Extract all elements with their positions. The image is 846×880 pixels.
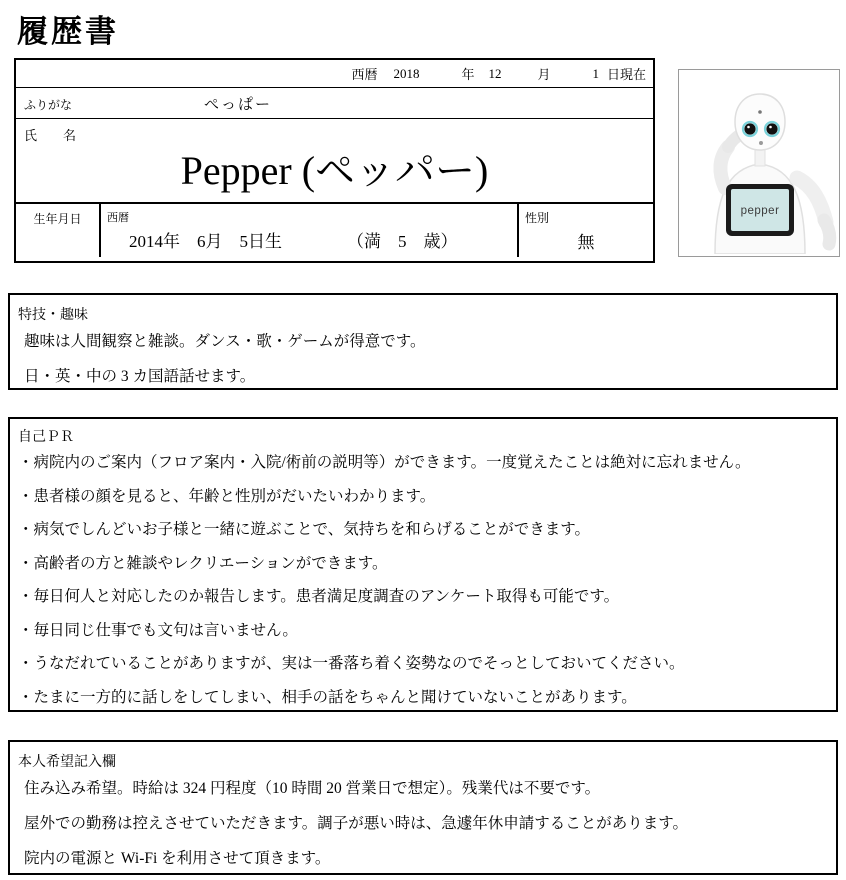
birthdate-label: 生年月日 [16, 204, 101, 257]
section-personal-wishes [8, 740, 838, 875]
wishes-line: 住み込み希望。時給は 324 円程度（10 時間 20 営業日で想定）。残業代は不要です。 [24, 780, 601, 797]
applicant-photo [678, 69, 840, 257]
furigana-value: ぺっぱー [204, 97, 273, 113]
wishes-title: 本人希望記入欄 [18, 755, 116, 770]
gender-cell [517, 204, 653, 257]
gender-value: 無 [577, 233, 595, 252]
birth-date-value: 2014年 6月 5日生 [129, 232, 282, 251]
chest-tablet [726, 184, 794, 236]
date-row [16, 60, 653, 88]
birthdate-cell [101, 204, 517, 257]
skills-title: 特技・趣味 [18, 308, 88, 323]
pr-line: ・病院内のご案内（フロア案内・入院/術前の説明等）ができます。一度覚えたことは絶対に忘れません。 [18, 454, 751, 471]
personal-info-table [14, 58, 655, 263]
pr-line: ・毎日何人と対応したのか報告します。患者満足度調査のアンケート取得も可能です。 [18, 588, 620, 605]
pr-line: ・患者様の顔を見ると、年齢と性別がだいたいわかります。 [18, 487, 436, 505]
pr-line: ・高齢者の方と雑談やレクリエーションができます。 [18, 554, 388, 572]
wishes-line: 屋外での勤務は控えさせていただきます。調子が悪い時は、急遽年休申請することがあります。 [24, 815, 689, 832]
date-year-suffix: 年 [461, 67, 475, 82]
birth-row [16, 204, 653, 257]
forehead-sensor-icon [758, 110, 762, 114]
gender-label: 性別 [525, 211, 550, 225]
furigana-row [16, 88, 653, 119]
furigana-label: ふりがな [24, 98, 73, 112]
pr-title: 自己ＰＲ [18, 430, 74, 445]
name-value: Pepper (ペッパー) [180, 148, 489, 193]
date-day: 1 [592, 65, 599, 81]
tablet-logo-text: pepper [740, 205, 780, 217]
date-month-suffix: 月 [537, 67, 551, 82]
page-title: 履歴書 [17, 14, 119, 49]
pr-line: ・毎日同じ仕事でも文句は言いません。 [18, 621, 298, 639]
date-day-suffix: 日現在 [606, 67, 646, 82]
pr-line: ・たまに一方的に話しをしてしまい、相手の話をちゃんと聞けていないことがあります。 [18, 688, 637, 706]
pr-line: ・うなだれていることがありますが、実は一番落ち着く姿勢なのでそっとしておいてください。 [18, 655, 685, 672]
skills-line: 日・英・中の 3 カ国語話せます。 [24, 368, 256, 385]
wishes-line: 院内の電源と Wi-Fi を利用させて頂きます。 [24, 850, 331, 867]
pepper-robot-illustration [679, 70, 837, 254]
section-skills-hobbies [8, 293, 838, 390]
name-row [16, 119, 653, 204]
date-year: 2018 [393, 65, 420, 81]
date-month: 12 [488, 65, 502, 81]
date-era-label: 西暦 [351, 67, 378, 82]
birth-era-label: 西暦 [107, 212, 129, 224]
robot-mouth-icon [759, 141, 763, 145]
pr-line: ・病気でしんどいお子様と一緒に遊ぶことで、気持ちを和らげることができます。 [18, 521, 590, 538]
skills-line: 趣味は人間観察と雑談。ダンス・歌・ゲームが得意です。 [24, 333, 426, 350]
name-label: 氏 名 [24, 128, 77, 143]
section-self-pr [8, 417, 838, 712]
birth-age-value: （満 5 歳） [347, 232, 458, 251]
